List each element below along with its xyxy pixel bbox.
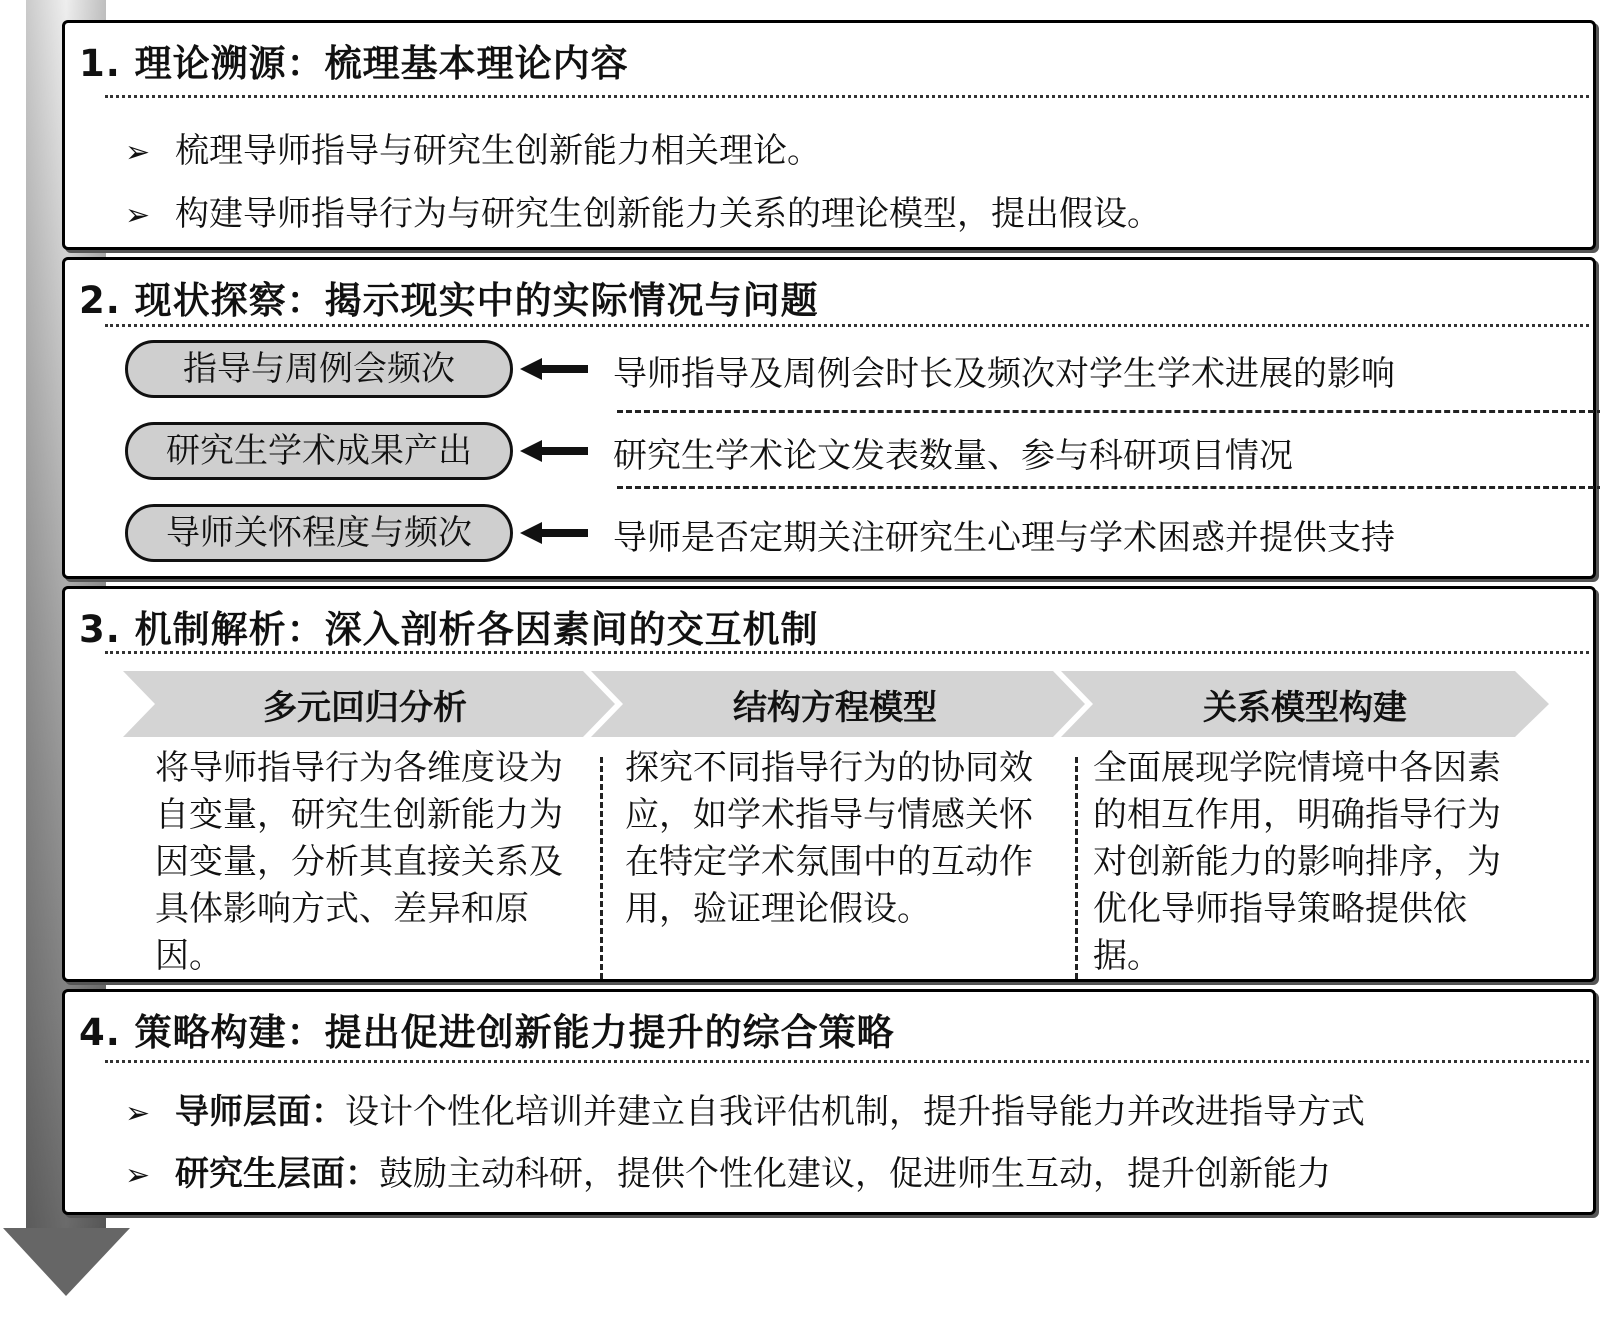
- row-divider: [617, 410, 1600, 413]
- bullet-arrow-icon: ➢: [125, 198, 151, 233]
- method-description: 探究不同指导行为的协同效应，如学术指导与情感关怀在特定学术氛围中的互动作用，验证理论假设。: [625, 748, 1033, 929]
- section-title: 2. 现状探察：揭示现实中的实际情况与问题: [79, 279, 819, 322]
- section-status: [62, 257, 1596, 579]
- bullet-item: [125, 123, 821, 172]
- bullet-text: 设计个性化培训并建立自我评估机制，提升指导能力并改进指导方式: [345, 1092, 1365, 1132]
- left-arrow-icon: [520, 436, 590, 466]
- bullet-arrow-icon: ➢: [125, 135, 151, 170]
- bullet-item: [125, 1146, 1331, 1195]
- section-mechanism: [62, 586, 1596, 982]
- bullet-arrow-icon: ➢: [125, 1096, 151, 1131]
- factor-description: 导师是否定期关注研究生心理与学术困惑并提供支持: [613, 518, 1395, 558]
- column-divider: [1075, 757, 1078, 979]
- section-strategy: [62, 989, 1596, 1215]
- bullet-text: 鼓励主动科研，提供个性化建议，促进师生互动，提升创新能力: [379, 1154, 1331, 1194]
- method-heading: 结构方程模型: [733, 688, 937, 728]
- method-description: 全面展现学院情境中各因素的相互作用，明确指导行为对创新能力的影响排序，为优化导师指导策略提供依据。: [1093, 748, 1501, 976]
- factor-pill: 导师关怀程度与频次: [125, 504, 513, 562]
- title-divider: [105, 95, 1589, 98]
- method-heading: 多元回归分析: [263, 688, 467, 728]
- bullet-item: [125, 1084, 1365, 1133]
- section-theory: [62, 20, 1596, 250]
- factor-description: 导师指导及周例会时长及频次对学生学术进展的影响: [613, 354, 1395, 394]
- bullet-label: 导师层面：: [175, 1092, 345, 1132]
- section-title: 3. 机制解析：深入剖析各因素间的交互机制: [79, 608, 819, 651]
- section-title: 4. 策略构建：提出促进创新能力提升的综合策略: [79, 1011, 895, 1054]
- factor-pill: 指导与周例会频次: [125, 340, 513, 398]
- title-divider: [105, 1060, 1589, 1063]
- title-divider: [105, 324, 1589, 327]
- bullet-item: [125, 186, 1161, 235]
- bullet-label: 研究生层面：: [175, 1154, 379, 1194]
- left-arrow-icon: [520, 354, 590, 384]
- left-arrow-icon: [520, 518, 590, 548]
- row-divider: [617, 486, 1600, 489]
- bullet-text: 构建导师指导行为与研究生创新能力关系的理论模型，提出假设。: [175, 194, 1161, 234]
- bullet-text: 梳理导师指导与研究生创新能力相关理论。: [175, 131, 821, 171]
- column-divider: [600, 757, 603, 979]
- section-title: 1. 理论溯源：梳理基本理论内容: [79, 42, 629, 85]
- method-heading: 关系模型构建: [1203, 688, 1407, 728]
- factor-pill: 研究生学术成果产出: [125, 422, 513, 480]
- factor-description: 研究生学术论文发表数量、参与科研项目情况: [613, 436, 1293, 476]
- title-divider: [105, 651, 1589, 654]
- bullet-arrow-icon: ➢: [125, 1158, 151, 1193]
- method-description: 将导师指导行为各维度设为自变量，研究生创新能力为因变量，分析其直接关系及具体影响方式、差异和原因。: [155, 748, 563, 976]
